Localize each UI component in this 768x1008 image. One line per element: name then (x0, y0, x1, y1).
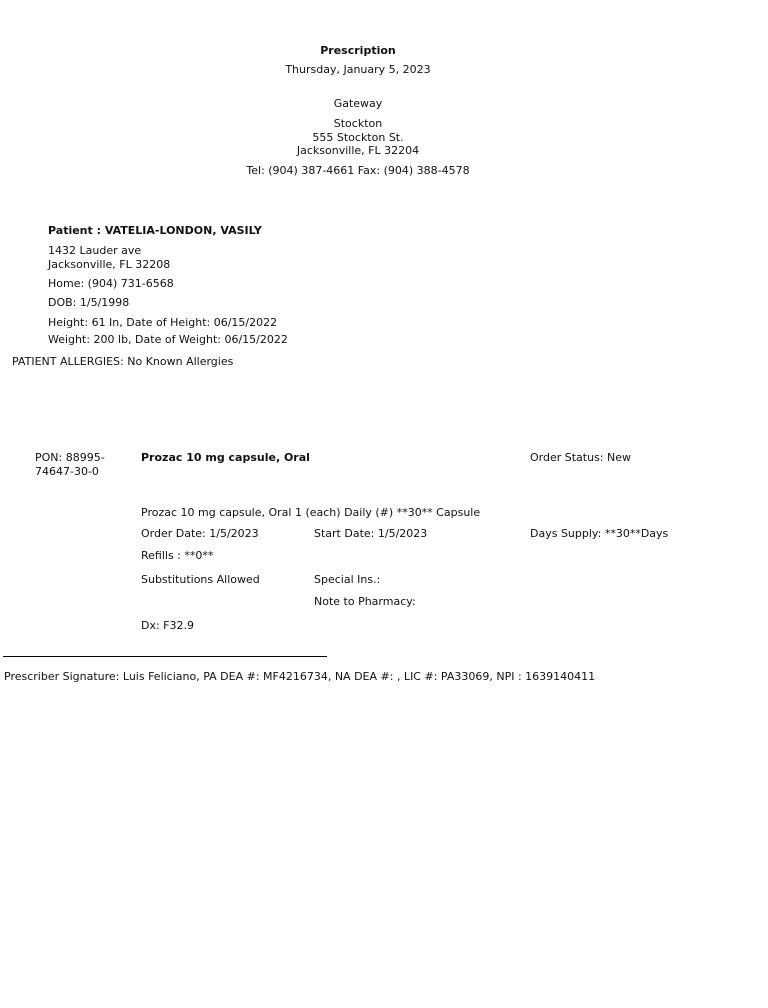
start-date: Start Date: 1/5/2023 (314, 527, 428, 540)
prescriber-signature: Prescriber Signature: Luis Feliciano, PA DEA #: MF4216734, NA DEA #: , LIC #: PA33069, NPI : 1639140411 (4, 670, 596, 683)
patient-allergies: PATIENT ALLERGIES: No Known Allergies (12, 355, 234, 368)
drug-title: Prozac 10 mg capsule, Oral (141, 451, 310, 464)
special-instructions: Special Ins.: (314, 573, 381, 586)
drug-sig: Prozac 10 mg capsule, Oral 1 (each) Daily (#) **30** Capsule (141, 506, 481, 519)
order-date: Order Date: 1/5/2023 (141, 527, 259, 540)
patient-address-line1: 1432 Lauder ave (48, 244, 142, 257)
document-date: Thursday, January 5, 2023 (285, 63, 431, 76)
order-status: Order Status: New (530, 451, 632, 464)
pharmacy-address-line2: Jacksonville, FL 32204 (296, 144, 420, 157)
patient-name: Patient : VATELIA-LONDON, VASILY (48, 224, 262, 237)
patient-home-phone: Home: (904) 731-6568 (48, 277, 174, 290)
patient-weight: Weight: 200 lb, Date of Weight: 06/15/2022 (48, 333, 288, 346)
patient-address-line2: Jacksonville, FL 32208 (48, 258, 171, 271)
substitutions: Substitutions Allowed (141, 573, 260, 586)
refills: Refills : **0** (141, 549, 214, 562)
pon-line1: PON: 88995- (35, 451, 105, 464)
pharmacy-group: Gateway (333, 97, 383, 110)
days-supply: Days Supply: **30**Days (530, 527, 669, 540)
patient-height: Height: 61 In, Date of Height: 06/15/2022 (48, 316, 278, 329)
pharmacy-address-line1: 555 Stockton St. (312, 131, 404, 144)
signature-line (3, 656, 327, 657)
pharmacy-name: Stockton (333, 117, 383, 130)
pon-line2: 74647-30-0 (35, 465, 99, 478)
patient-dob: DOB: 1/5/1998 (48, 296, 130, 309)
diagnosis-code: Dx: F32.9 (141, 619, 195, 632)
pharmacy-contact: Tel: (904) 387-4661 Fax: (904) 388-4578 (246, 164, 470, 177)
note-to-pharmacy: Note to Pharmacy: (314, 595, 416, 608)
document-title: Prescription (320, 44, 396, 57)
